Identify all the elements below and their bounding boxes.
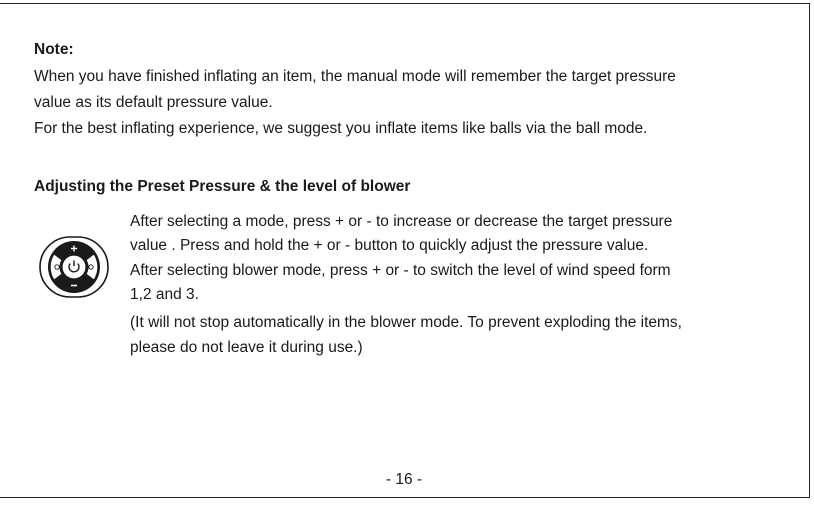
note-heading: Note: bbox=[34, 41, 74, 58]
instruction-line: (It will not stop automatically in the blower mode. To prevent exploding the items, bbox=[130, 314, 682, 331]
page-border-top bbox=[0, 3, 810, 4]
instruction-line: After selecting a mode, press + or - to increase or decrease the target pressure bbox=[130, 213, 673, 230]
instruction-line: value . Press and hold the + or - button to quickly adjust the pressure value. bbox=[130, 237, 649, 254]
note-line: value as its default pressure value. bbox=[34, 94, 273, 111]
instruction-line: 1,2 and 3. bbox=[130, 286, 199, 303]
control-pad-icon bbox=[37, 234, 111, 300]
instruction-line: please do not leave it during use.) bbox=[130, 339, 363, 356]
note-line: When you have finished inflating an item, the manual mode will remember the target pressure bbox=[34, 68, 676, 85]
page-border-bottom bbox=[0, 497, 810, 498]
page-number: - 16 - bbox=[385, 471, 423, 488]
page-border-right bbox=[809, 3, 810, 497]
instruction-line: After selecting blower mode, press + or - to switch the level of wind speed form bbox=[130, 262, 671, 279]
note-line: For the best inflating experience, we suggest you inflate items like balls via the ball mode. bbox=[34, 120, 648, 137]
section-heading: Adjusting the Preset Pressure & the level of blower bbox=[34, 178, 411, 195]
